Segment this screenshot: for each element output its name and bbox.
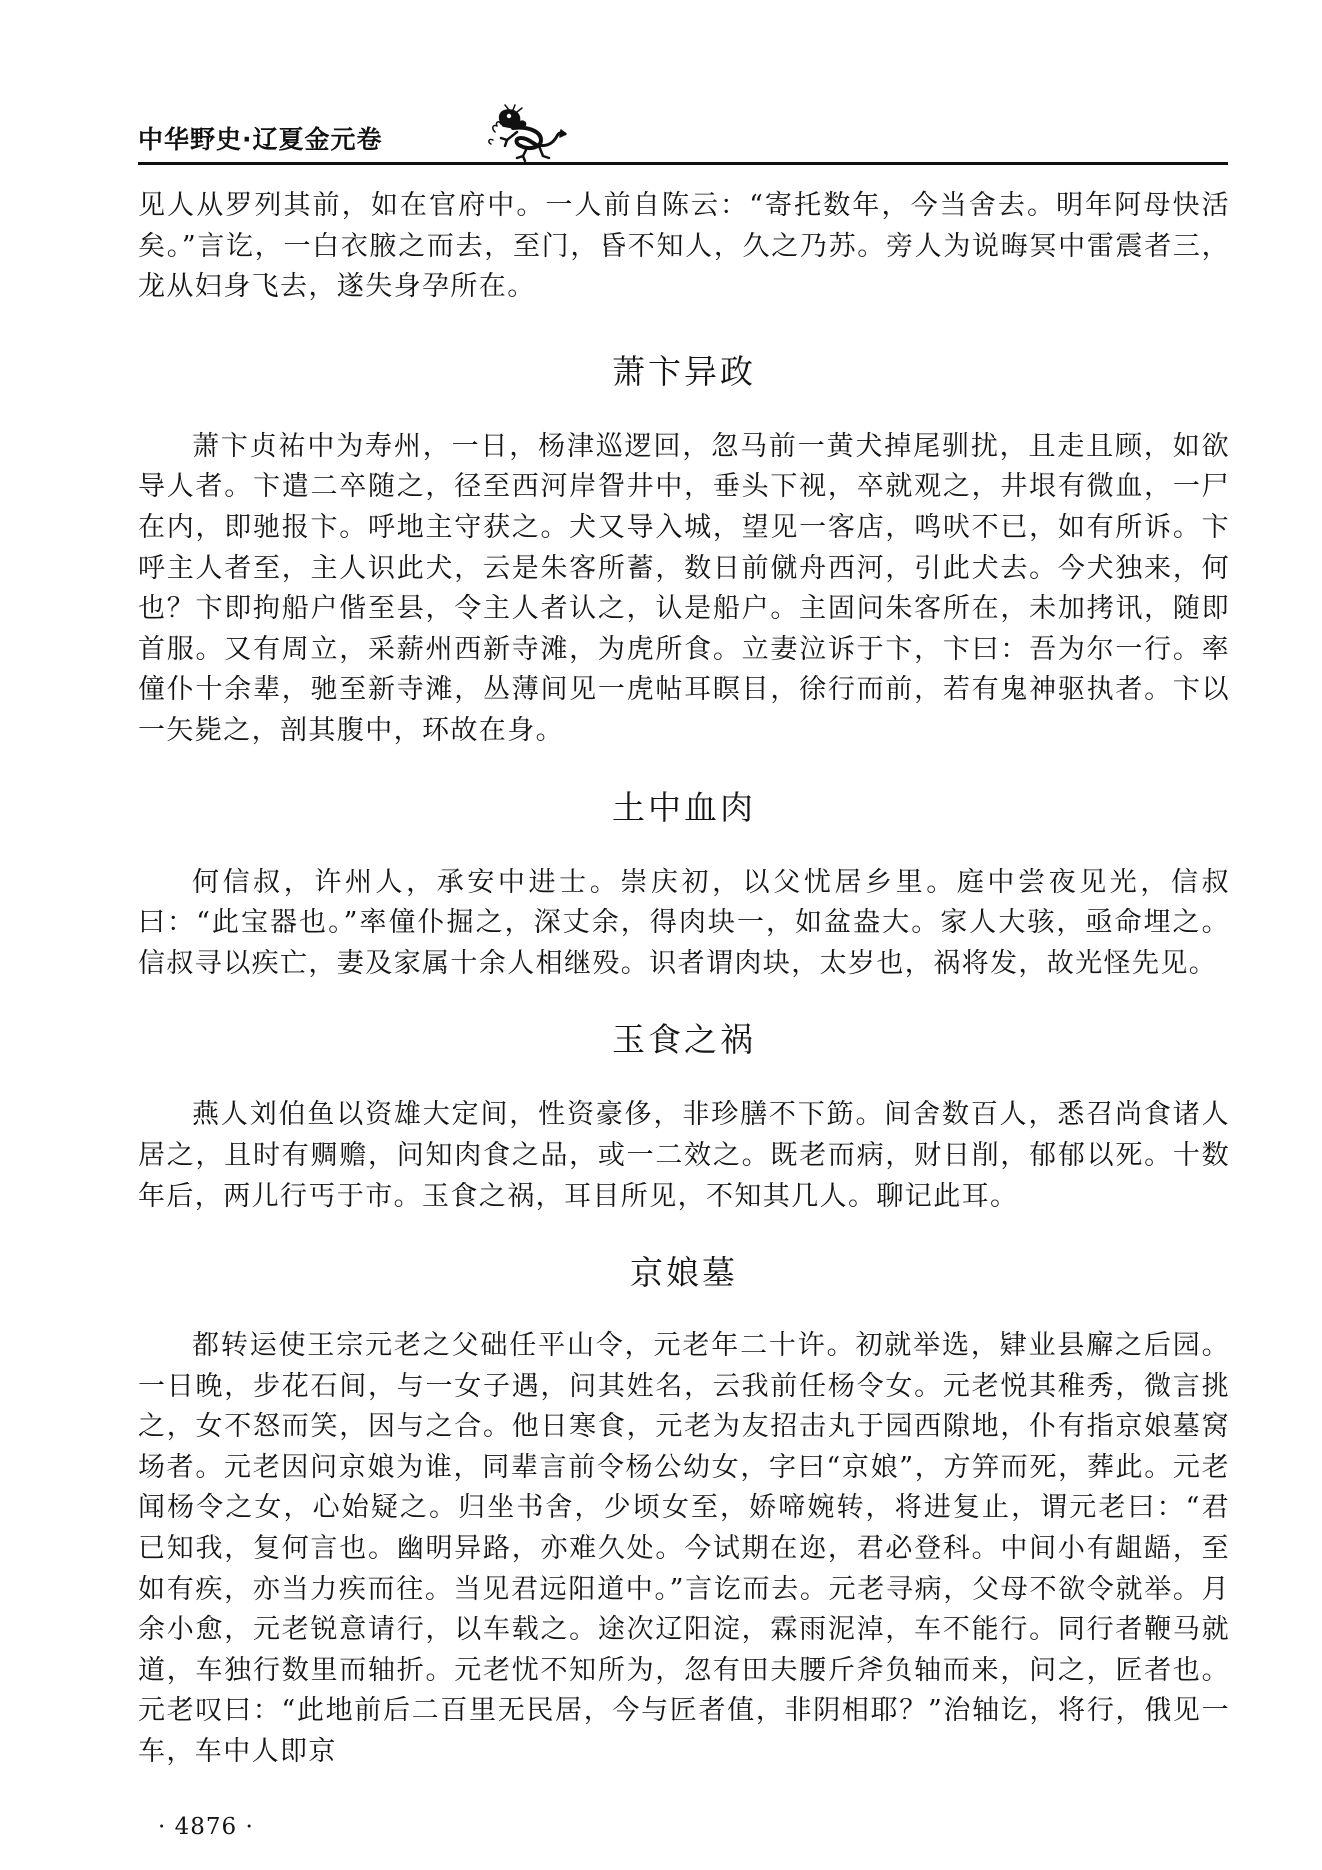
section-paragraph-3: 燕人刘伯鱼以资雄大定间，性资豪侈，非珍膳不下筯。间舍数百人，悉召尚食诸人居之，且时有赒赡，问知肉食之品，或一二效之。既老而病，财日削，郁郁以死。十数年后，两儿行丐于市。玉食之祸，耳目所见，不知其几人。聊记此耳。 <box>138 1099 1230 1212</box>
section-paragraph-4: 都转运使王宗元老之父础任平山令，元老年二十许。初就举选，肄业县廨之后园。一日晚，步花石间，与一女子遇，问其姓名，云我前任杨令女。元老悦其稚秀，微言挑之，女不怒而笑，因与之合。他日寒食，元老为友招击丸于园西隙地，仆有指京娘墓窝场者。元老因问京娘为谁，同辈言前令杨公幼女，字曰“京娘”，方笄而死，葬此。元老闻杨令之女，心始疑之。归坐书舍，少顷女至，娇啼婉转，将进复止，谓元老曰：“君已知我，复何言也。幽明异路，亦难久处。今试期在迩，君必登科。中间小有龃龉，至如有疾，亦当力疾而往。当见君远阳道中。”言讫而去。元老寻病，父母不欲令就举。月余小愈，元老锐意请行，以车载之。途次辽阳淀，霖雨泥淖，车不能行。同行者鞭马就道，车独行数里而轴折。元老忧不知所为，忽有田夫腰斤斧负轴而来，问之，匠者也。元老叹曰：“此地前后二百里无民居，今与匠者值，非阴相耶？”治轴讫，将行，俄见一车，车中人即京 <box>138 1330 1230 1768</box>
section-paragraph-2: 何信叔，许州人，承安中进士。崇庆初，以父忧居乡里。庭中尝夜见光，信叔曰：“此宝器也。”率僮仆掘之，深丈余，得肉块一，如盆盎大。家人大骇，亟命埋之。信叔寻以疾亡，妻及家属十余人相继殁。识者谓肉块，太岁也，祸将发，故光怪先见。 <box>138 866 1230 979</box>
section-paragraph-1: 萧卞贞祐中为寿州，一日，杨津巡逻回，忽马前一黄犬掉尾驯扰，且走且顾，如欲导人者。卞遣二卒随之，径至西河岸眢井中，垂头下视，卒就观之，井垠有微血，一尸在内，即驰报卞。呼地主守获之。犬又导入城，望见一客店，鸣吠不已，如有所诉。卞呼主人者至，主人识此犬，云是朱客所蓄，数日前僦舟西河，引此犬去。今犬独来，何也？卞即拘船户偕至县，令主人者认之，认是船户。主固问朱客所在，未加拷讯，随即首服。又有周立，采薪州西新寺滩，为虎所食。立妻泣诉于卞，卞曰：吾为尔一行。率僮仆十余辈，驰至新寺滩，丛薄间见一虎帖耳瞑目，徐行而前，若有鬼神驱执者。卞以一矢毙之，剖其腹中，环故在身。 <box>138 430 1230 746</box>
page-number: · 4876 · <box>158 1814 254 1840</box>
section-title-4: 京娘墓 <box>630 1253 738 1293</box>
dragon-emblem-icon <box>483 104 567 164</box>
section-title-2: 土中血肉 <box>612 787 756 827</box>
page-header <box>138 104 1228 168</box>
book-title: 中华野史·辽夏金元卷 <box>138 125 383 154</box>
section-title-3: 玉食之祸 <box>612 1020 756 1060</box>
section-title-1: 萧卞异政 <box>612 351 756 391</box>
opening-paragraph: 见人从罗列其前，如在官府中。一人前自陈云：“寄托数年，今当舍去。明年阿母快活矣。”言讫，一白衣腋之而去，至门，昏不知人，久之乃苏。旁人为说晦冥中雷震者三，龙从妇身飞去，遂失身孕所在。 <box>138 190 1230 303</box>
page-body <box>138 186 1230 1773</box>
header-rule <box>138 162 1228 165</box>
